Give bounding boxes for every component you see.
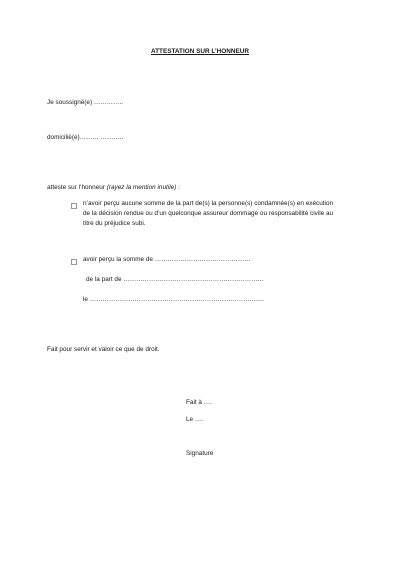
option1-line3: titre du préjudice subi. (83, 220, 146, 227)
option2-from-line: de la part de ………………………………………………………… (86, 276, 264, 283)
option2-amount-line: avoir perçu la somme de ……………………………………… (83, 256, 251, 263)
atteste-italic-note: (rayez la mention inutile) (106, 184, 177, 191)
soussigne-line: Je soussigné(e) ………….. (47, 99, 124, 106)
option1-line2: de la décision rendue ou d’un quelconque assureur dommage ou responsabilité civile au (83, 210, 334, 217)
atteste-line (47, 184, 180, 192)
option2-checkbox[interactable] (71, 259, 77, 265)
fait-a-line: Fait à …. (186, 399, 212, 406)
option1-checkbox[interactable] (71, 203, 77, 209)
atteste-suffix: : (176, 184, 180, 191)
atteste-prefix: atteste sur l’honneur (47, 184, 107, 191)
option2-date-line: le ………………………………………………………………………. (83, 296, 265, 303)
closing-statement: Fait pour servir et valoir ce que de droit. (47, 346, 160, 353)
document-title: ATTESTATION SUR L’HONNEUR (151, 48, 249, 55)
domicile-line: domicilié(e)……… ……….. (47, 134, 124, 141)
signature-label: Signature (186, 450, 214, 457)
option1-line1: n’avoir perçu aucune somme de la part de(s) la personne(s) condamnée(s) en exécution (83, 200, 334, 207)
le-date-line: Le …. (186, 416, 204, 423)
